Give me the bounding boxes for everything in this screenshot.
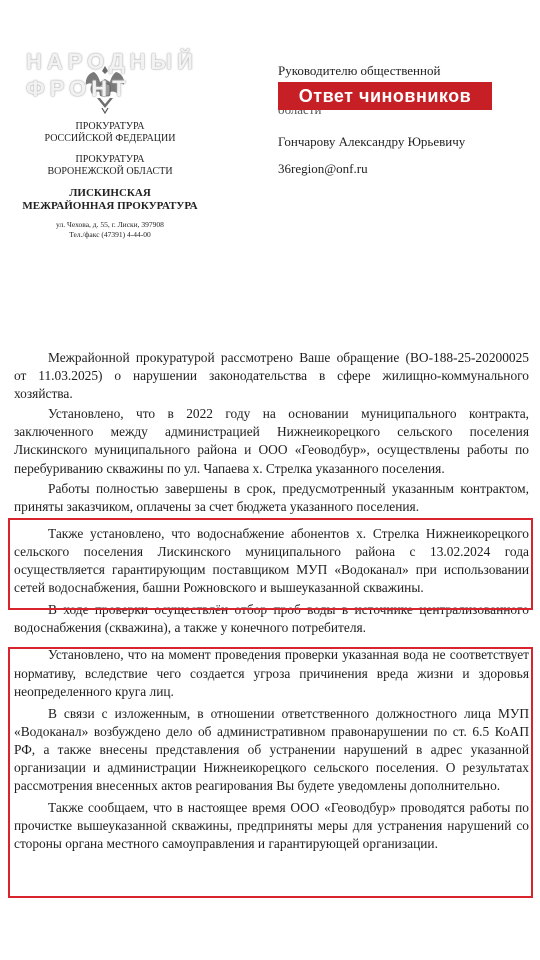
addressee-name: Гончарову Александру Юрьевичу <box>278 134 466 149</box>
watermark-line-2: ФРОНТ <box>26 76 131 101</box>
letter-paragraph-8: Также сообщаем, что в настоящее время ООО «Геоводбур» проводятся работы по прочистке вышеуказанной скважины, предприняты меры для устранения нарушений со стороны органа местного самоуправления и гарантирующей организации. <box>14 800 529 852</box>
letter-paragraph-7: В связи с изложенным, в отношении ответственного должностного лица МУП «Водоканал» возбуждено дело об административном правонарушении по ст. 6.5 КоАП РФ, а также внесены представления об устранении нарушений в адрес указанной организации и администрации Нижнеикорецкого сельского поселения. О результатах рассмотрения внесенных актов реагирования Вы будете уведомлены дополнительно. <box>14 705 529 794</box>
addressee-email: 36region@onf.ru <box>278 161 368 176</box>
sender-line-3: ПРОКУРАТУРА <box>75 154 145 165</box>
sender-line-5: ЛИСКИНСКАЯ <box>69 187 151 199</box>
letter-body <box>14 349 529 853</box>
sender-address: ул. Чехова, д. 55, г. Лиски, 397908 <box>56 220 164 229</box>
letter-paragraph-3: Работы полностью завершены в срок, предусмотренный указанным контрактом, приняты заказчиком, оплачены за счет бюджета указанного поселения. <box>14 480 529 514</box>
sender-line-1: ПРОКУРАТУРА <box>75 121 145 132</box>
letter-paragraph-2: Установлено, что в 2022 году на основании муниципального контракта, заключенного между администрацией Нижнеикорецкого сельского поселения Лискинского муниципального района и ООО «Геоводбур», осуществлены работы по перебуриванию скважины по ул. Чапаева х. Стрелка указанного поселения. <box>14 406 529 476</box>
letter-paragraph-5: В ходе проверки осуществлён отбор проб воды в источнике централизованного водоснабжения (скважина), а также у конечного потребителя. <box>14 602 529 636</box>
sender-block <box>10 121 210 240</box>
sender-line-4: ВОРОНЕЖСКОЙ ОБЛАСТИ <box>47 165 173 177</box>
letter-paragraph-4: Также установлено, что водоснабжение абонентов х. Стрелка Нижнеикорецкого сельского поселения Лискинского муниципального района с 13.02.2024 года осуществляется гарантирующим поставщиком МУП «Водоканал» при использовании сетей водоснабжения, башни Рожновского и вышеуказанной скважины. <box>14 525 529 596</box>
watermark-line-1: НАРОДНЫЙ <box>26 49 198 74</box>
letter-paragraph-1: Межрайонной прокуратурой рассмотрено Ваше обращение (ВО-188-25-20200025 от 11.03.2025) о нарушении законодательства в сфере жилищно-коммунального хозяйства. <box>14 350 529 402</box>
watermark-narodny-front <box>26 48 196 108</box>
sender-line-2: РОССИЙСКОЙ ФЕДЕРАЦИИ <box>44 132 176 144</box>
addressee-line-1: Руководителю общественной <box>278 63 441 78</box>
sender-phone: Тел./факс (47391) 4-44-00 <box>69 230 151 239</box>
officials-answer-badge: Ответ чиновников <box>278 82 492 110</box>
sender-line-6: МЕЖРАЙОННАЯ ПРОКУРАТУРА <box>22 199 198 212</box>
letter-paragraph-6: Установлено, что на момент проведения проверки указанная вода не соответствует нормативу, вследствие чего создается угроза причинения вреда жизни и здоровья неопределенного круга лиц. <box>14 647 529 699</box>
